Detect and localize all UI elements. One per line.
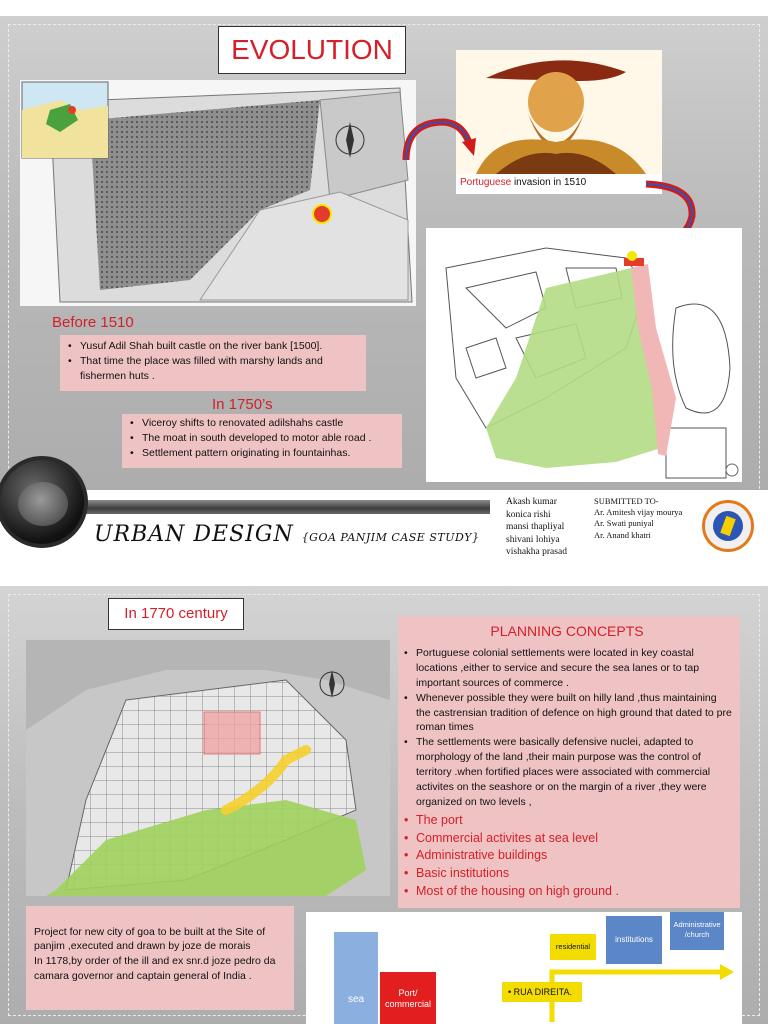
slide-planning (0, 586, 768, 1024)
planning-concepts-title: PLANNING CONCEPTS (490, 623, 644, 639)
panjim-plan-drawing (26, 640, 390, 896)
in1750-point-1: • Viceroy shifts to renovated adilshahs castle (128, 416, 396, 431)
urban-design-subtitle: {GOA PANJIM CASE STUDY} (301, 531, 480, 544)
student-name: shivani lohiya (506, 534, 560, 545)
banner-circle-icon (0, 456, 88, 548)
administrative-block (670, 912, 724, 950)
in1750-point-2: • The moat in south developed to motor able road . (128, 431, 396, 446)
submitted-name: Ar. Anand khatri (594, 529, 651, 540)
sea-label: sea (347, 994, 365, 1005)
slide-evolution (0, 16, 768, 562)
student-name: mansi thapliyal (506, 522, 565, 533)
student-name: Akash kumar (506, 497, 557, 507)
old-panjim-map-drawing (20, 80, 416, 306)
residential-label: residential (555, 942, 591, 951)
project-description-text: Project for new city of goa to be built at the Site of panjim ,executed and drawn by joze de morais In 1178,by order of the ill and ex snr.d joze pedro da camara governor and captain general of India . (34, 925, 276, 982)
settlement-map-drawing (426, 228, 742, 482)
in-1750-heading: In 1750’s (212, 396, 273, 413)
portuguese-portrait-card (456, 50, 662, 194)
caption-portuguese: Portuguese (460, 177, 512, 188)
urban-design-title: URBAN DESIGN (94, 522, 294, 547)
college-logo (702, 500, 754, 552)
in-1770-map (26, 640, 390, 896)
caption-invasion: invasion in 1510 (513, 177, 587, 188)
student-list (506, 496, 567, 559)
submitted-name: Ar. Swati puniyal (594, 518, 654, 529)
zoning-diagram (306, 912, 742, 1024)
castle-marker (313, 205, 331, 223)
student-name: vishakha prasad (506, 547, 567, 558)
banner-metal-bar (60, 500, 490, 514)
port-label: Port/ commercial (384, 988, 431, 1009)
level-item: • Commercial activites at sea level (402, 830, 732, 848)
port-block (380, 972, 436, 1024)
level-item: • Basic institutions (402, 865, 732, 883)
in-1750-map (426, 228, 742, 482)
portrait-image (456, 50, 662, 174)
submitted-label: SUBMITTED TO- (594, 496, 659, 506)
student-name: konica rishi (506, 509, 551, 520)
sea-block (334, 932, 378, 1024)
before-point-2: • That time the place was filled with marshy lands and fishermen huts . (66, 354, 360, 384)
curved-arrow-1 (396, 112, 476, 172)
portrait-caption (460, 177, 586, 188)
administrative-label: Administrative /church (673, 920, 721, 939)
before-1510-map (20, 80, 416, 306)
rua-direita-text: RUA DIREITA. (513, 987, 572, 997)
submitted-to-block (594, 496, 682, 541)
level-item: • Administrative buildings (402, 847, 732, 865)
institutions-label: institutions (615, 935, 653, 944)
in-1750-box (122, 414, 402, 468)
banner-title (94, 522, 480, 547)
evolution-title: EVOLUTION (218, 26, 406, 74)
concept-point-1: • Portuguese colonial settlements were located in key coastal locations ,either to service and secure the sea lanes or to tap important sources of commerce . (402, 646, 732, 691)
project-description-box (26, 906, 294, 1010)
submitted-name: Ar. Amitesh vijay mourya (594, 507, 683, 518)
rua-direita-label: • RUA DIREITA. (502, 982, 582, 1002)
in-1770-heading: In 1770 century (108, 598, 244, 630)
concept-point-3: • The settlements were basically defensive nuclei, adapted to morphology of the land ,their main purpose was the control of territory .when fortified places were associated with commercial activites on the seashore or on the margin of a river ,they were organized on two levels , (402, 735, 732, 810)
planning-concepts-box (398, 616, 740, 908)
before-1510-box (60, 335, 366, 391)
concept-point-2: • Whenever possible they were built on hilly land ,thus maintaining the castrensian tradition of defence on high ground that dated to pre roman times (402, 691, 732, 736)
level-item: • The port (402, 812, 732, 830)
before-point-1: • Yusuf Adil Shah built castle on the river bank [1500]. (66, 339, 360, 354)
in1750-point-3: • Settlement pattern originating in fountainhas. (128, 446, 396, 461)
level-item: • Most of the housing on high ground . (402, 883, 732, 901)
before-1510-heading: Before 1510 (52, 314, 134, 331)
